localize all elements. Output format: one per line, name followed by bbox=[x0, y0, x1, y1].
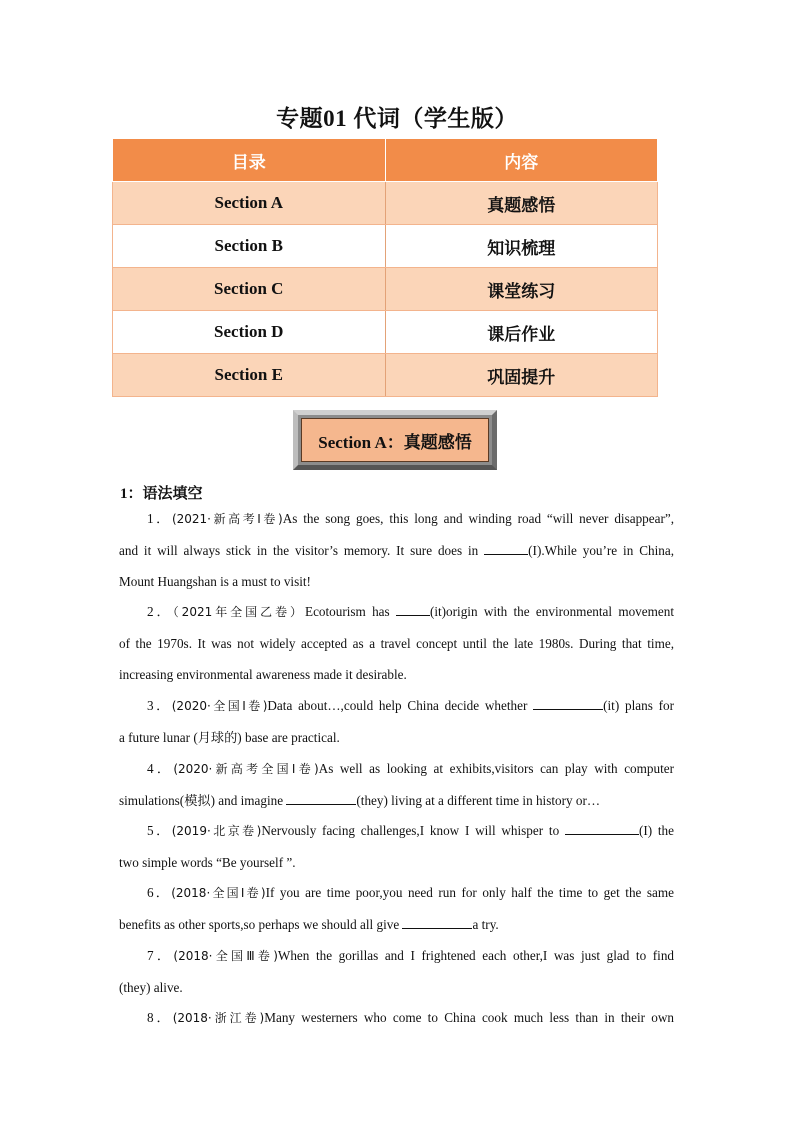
question-5 bbox=[119, 815, 674, 878]
toc-section-cell: Section A bbox=[113, 182, 386, 225]
question-source: (2019·北京卷) bbox=[171, 824, 262, 838]
question-3 bbox=[119, 690, 674, 753]
page-title: 专题01 代词（学生版） bbox=[276, 106, 518, 131]
question-text: (they) alive. bbox=[119, 980, 183, 996]
toc-section-cell: Section E bbox=[113, 354, 386, 397]
toc-header-section: 目录 bbox=[113, 139, 386, 182]
table-row bbox=[113, 225, 658, 268]
question-number: 6． bbox=[147, 885, 172, 900]
toc-section-cell: Section D bbox=[113, 311, 386, 354]
question-source: (2020·新高考全国Ⅰ卷) bbox=[173, 762, 319, 776]
question-text: (they) living at a different time in history or… bbox=[356, 793, 601, 809]
toc-header-content: 内容 bbox=[385, 139, 658, 182]
question-text: If you are time poor,you need run for only half the time to get the same bbox=[265, 885, 675, 900]
table-of-contents bbox=[112, 138, 658, 397]
question-number: 7． bbox=[147, 948, 174, 963]
question-text: (it)origin with the environmental movement bbox=[429, 604, 675, 619]
question-source: (2020·全国Ⅰ卷) bbox=[171, 699, 268, 713]
question-text: (it) plans for bbox=[603, 698, 674, 713]
question-text: two simple words “Be yourself ”. bbox=[119, 855, 296, 871]
section-a-banner-label: Section A：真题感悟 bbox=[301, 418, 489, 462]
section-a-banner bbox=[293, 410, 497, 470]
question-text: benefits as other sports,so perhaps we should all give bbox=[119, 917, 403, 933]
answer-blank[interactable] bbox=[286, 790, 356, 805]
question-text: (I) the bbox=[638, 823, 675, 838]
toc-content-cell: 巩固提升 bbox=[385, 354, 658, 397]
question-text: As well as looking at exhibits,visitors can play with computer bbox=[318, 761, 674, 776]
question-text: simulations(模拟) and imagine bbox=[119, 793, 287, 809]
question-text: Mount Huangshan is a must to visit! bbox=[119, 574, 311, 590]
question-text: Ecotourism has bbox=[305, 604, 396, 619]
question-source: （2021年全国乙卷） bbox=[172, 605, 306, 619]
toc-content-cell: 课后作业 bbox=[385, 311, 658, 354]
answer-blank[interactable] bbox=[402, 914, 472, 929]
table-row bbox=[113, 311, 658, 354]
question-text: Nervously facing challenges,I know I will whisper to bbox=[261, 823, 565, 838]
question-number: 4． bbox=[147, 761, 174, 776]
toc-content-cell: 真题感悟 bbox=[385, 182, 658, 225]
answer-blank[interactable] bbox=[484, 540, 528, 555]
question-source: (2018·浙江卷) bbox=[172, 1011, 265, 1025]
toc-header-row bbox=[113, 139, 658, 182]
question-number: 2． bbox=[147, 604, 173, 619]
toc-content-cell: 知识梳理 bbox=[385, 225, 658, 268]
question-source: (2018·全国Ⅲ卷) bbox=[173, 949, 278, 963]
question-4 bbox=[119, 753, 674, 816]
question-source: (2018·全国Ⅰ卷) bbox=[171, 886, 266, 900]
answer-blank[interactable] bbox=[533, 695, 603, 710]
question-6 bbox=[119, 877, 674, 940]
question-7 bbox=[119, 940, 674, 1003]
question-text: of the 1970s. It was not widely accepted as a travel concept until the late 1980s. During that time, bbox=[119, 636, 674, 652]
answer-blank[interactable] bbox=[565, 820, 639, 835]
table-row bbox=[113, 182, 658, 225]
table-row bbox=[113, 354, 658, 397]
answer-blank[interactable] bbox=[396, 601, 430, 616]
question-text: and it will always stick in the visitor’s memory. It sure does in bbox=[119, 543, 485, 559]
question-8 bbox=[119, 1002, 674, 1034]
question-1 bbox=[119, 503, 674, 598]
question-text: Many westerners who come to China cook much less than in their own bbox=[264, 1010, 675, 1025]
question-number: 8． bbox=[147, 1010, 173, 1025]
question-number: 1． bbox=[147, 511, 172, 526]
toc-content-cell: 课堂练习 bbox=[385, 268, 658, 311]
question-number: 3． bbox=[147, 698, 172, 713]
question-text: As the song goes, this long and winding road “will never disappear”, bbox=[282, 511, 675, 526]
question-source: (2021·新高考Ⅰ卷) bbox=[171, 512, 283, 526]
question-text: Data about…,could help China decide whether bbox=[267, 698, 534, 713]
question-2 bbox=[119, 596, 674, 691]
question-text: a try. bbox=[472, 917, 499, 933]
toc-section-cell: Section B bbox=[113, 225, 386, 268]
question-text: When the gorillas and I frightened each other,I was just glad to find bbox=[277, 948, 675, 963]
table-row bbox=[113, 268, 658, 311]
question-text: a future lunar (月球的) base are practical. bbox=[119, 730, 340, 746]
question-number: 5． bbox=[147, 823, 172, 838]
question-text: increasing environmental awareness made it desirable. bbox=[119, 667, 407, 683]
toc-section-cell: Section C bbox=[113, 268, 386, 311]
question-text: (I).While you’re in China, bbox=[528, 543, 674, 559]
exercise-subheading: 1：语法填空 bbox=[120, 486, 203, 502]
